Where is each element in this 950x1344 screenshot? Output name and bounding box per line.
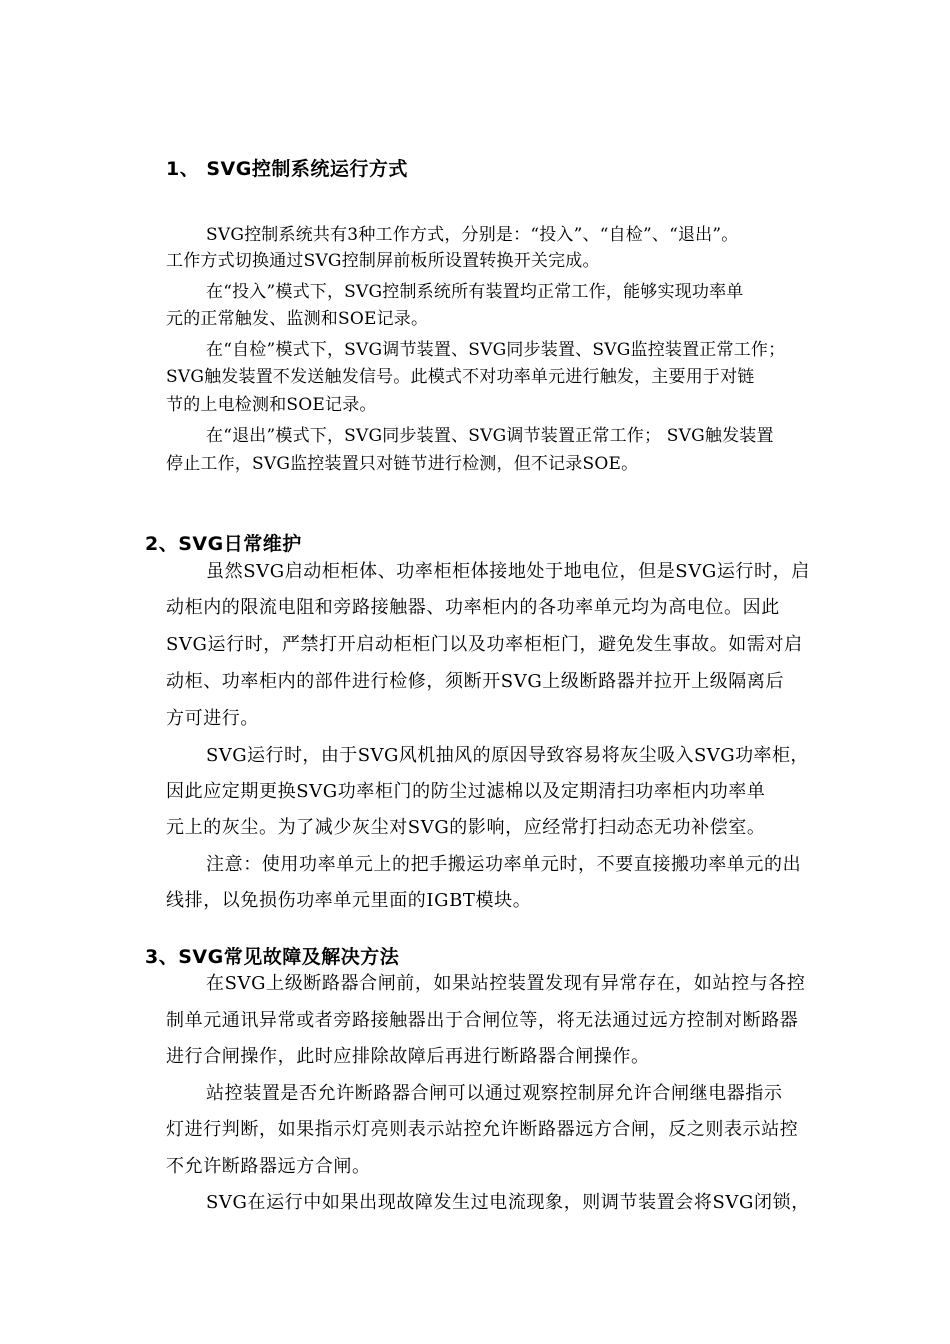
paragraph-line: 动柜、功率柜内的部件进行检修，须断开SVG上级断路器并拉开上级隔离后 (166, 671, 785, 692)
paragraph-line: SVG运行时，由于SVG风机抽风的原因导致容易将灰尘吸入SVG功率柜， (206, 745, 809, 766)
paragraph-line: 工作方式切换通过SVG控制屏前板所设置转换开关完成。 (166, 251, 600, 271)
paragraph-line: 在“投入”模式下，SVG控制系统所有装置均正常工作，能够实现功率单 (206, 282, 744, 302)
paragraph-line: 元上的灰尘。为了减少灰尘对SVG的影响，应经常打扫动态无功补偿室。 (166, 817, 766, 838)
paragraph-line: 虽然SVG启动柜柜体、功率柜柜体接地处于地电位，但是SVG运行时，启 (206, 561, 810, 582)
paragraph-line: SVG运行时，严禁打开启动柜柜门以及功率柜柜门，避免发生事故。如需对启 (166, 634, 803, 655)
paragraph-line: 停止工作，SVG监控装置只对链节进行检测，但不记录SOE。 (166, 454, 639, 474)
section-heading: 1、 SVG控制系统运行方式 (166, 158, 408, 180)
section-heading: 3、SVG常见故障及解决方法 (145, 946, 400, 968)
paragraph-line: SVG在运行中如果出现故障发生过电流现象，则调节装置会将SVG闭锁， (206, 1192, 810, 1213)
paragraph-line: 站控装置是否允许断路器合闸可以通过观察控制屏允许合闸继电器指示 (206, 1083, 783, 1104)
paragraph-line: 因此应定期更换SVG功率柜门的防尘过滤棉以及定期清扫功率柜内功率单 (166, 781, 766, 802)
paragraph-line: 在“退出”模式下，SVG同步装置、SVG调节装置正常工作； SVG触发装置 (206, 426, 774, 446)
paragraph-line: 线排，以免损伤功率单元里面的IGBT模块。 (166, 890, 532, 911)
paragraph-line: 注意：使用功率单元上的把手搬运功率单元时，不要直接搬功率单元的出 (206, 854, 802, 875)
paragraph-line: 进行合闸操作，此时应排除故障后再进行断路器合闸操作。 (166, 1046, 650, 1067)
paragraph-line: 在SVG上级断路器合闸前，如果站控装置发现有异常存在，如站控与各控 (206, 973, 806, 994)
paragraph-line: 动柜内的限流电阻和旁路接触器、功率柜内的各功率单元均为高电位。因此 (166, 597, 780, 618)
paragraph-line: 不允许断路器远方合闸。 (166, 1156, 371, 1177)
paragraph-line: SVG控制系统共有3种工作方式，分别是：“投入”、“自检”、“退出”。 (206, 225, 739, 245)
paragraph-line: 元的正常触发、监测和SOE记录。 (166, 309, 429, 329)
paragraph-line: 方可进行。 (166, 708, 259, 729)
paragraph-line: SVG触发装置不发送触发信号。此模式不对功率单元进行触发，主要用于对链 (166, 367, 755, 387)
paragraph-line: 节的上电检测和SOE记录。 (166, 395, 377, 415)
section-heading: 2、SVG日常维护 (145, 533, 302, 555)
paragraph-line: 灯进行判断，如果指示灯亮则表示站控允许断路器远方合闸，反之则表示站控 (166, 1119, 799, 1140)
paragraph-line: 制单元通讯异常或者旁路接触器出于合闸位等，将无法通过远方控制对断路器 (166, 1010, 799, 1031)
paragraph-line: 在“自检”模式下，SVG调节装置、SVG同步装置、SVG监控装置正常工作； (206, 340, 786, 360)
